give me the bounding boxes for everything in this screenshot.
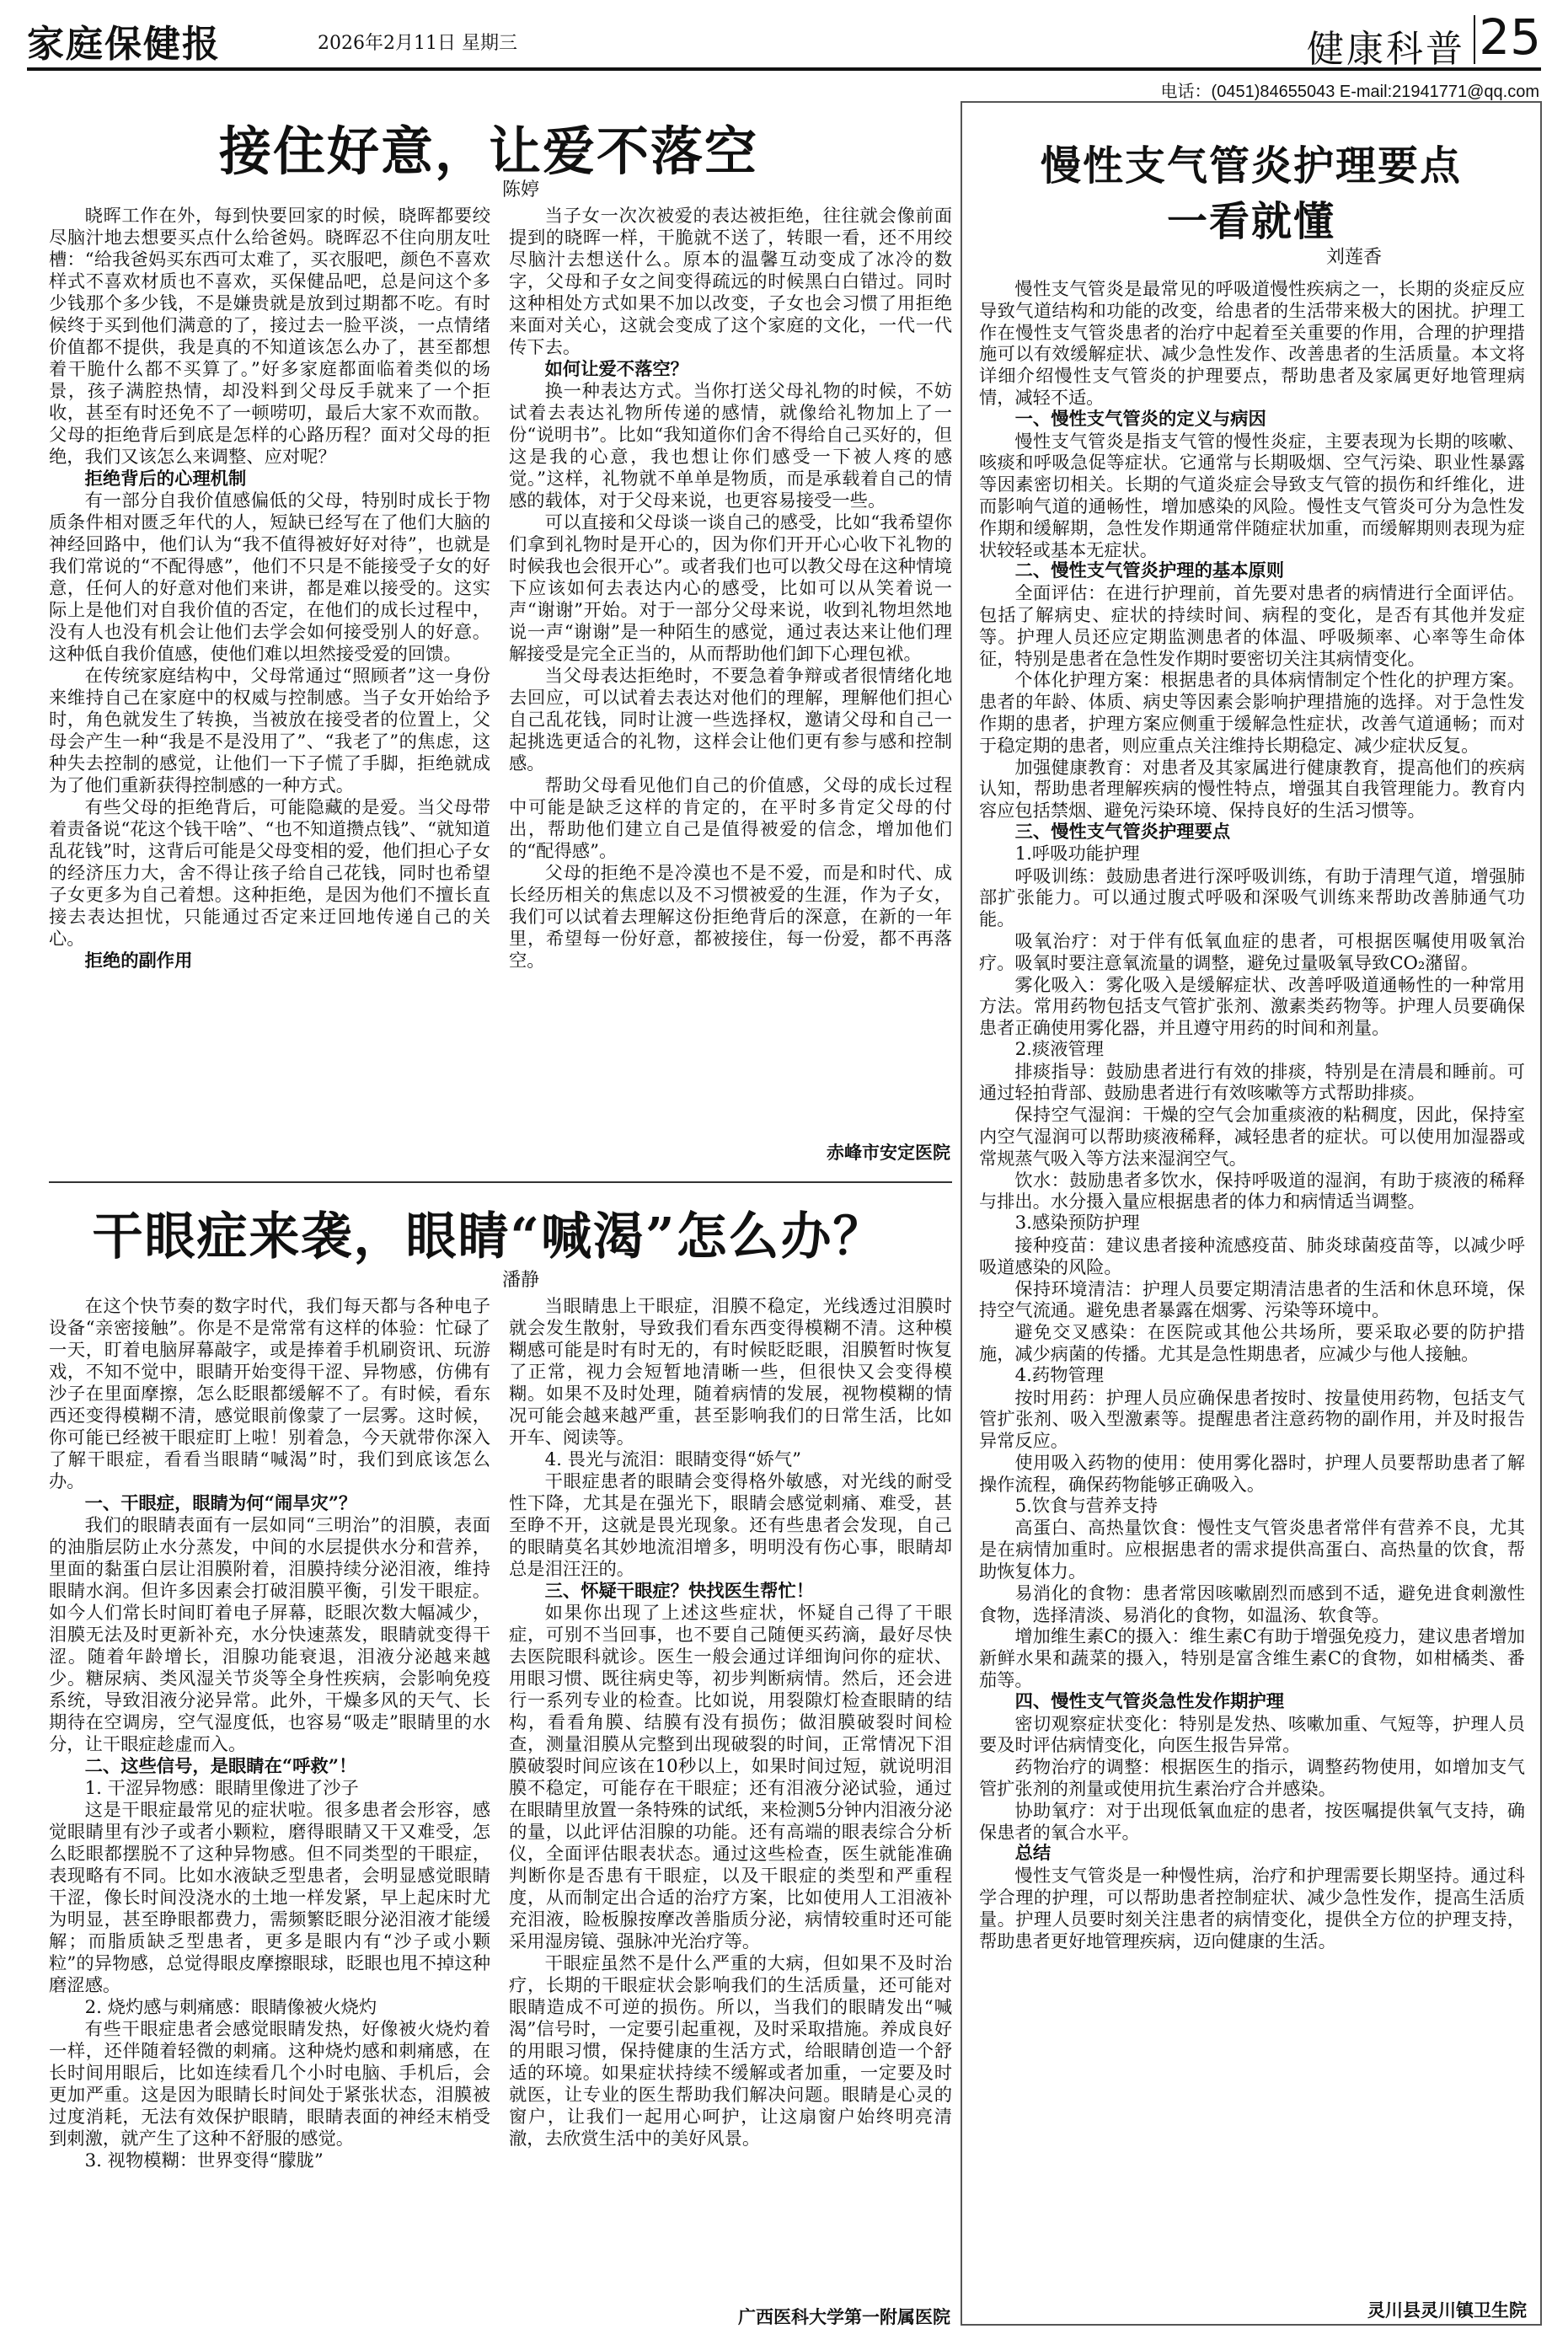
paragraph: 慢性支气管炎是最常见的呼吸道慢性疾病之一，长期的炎症反应导致气道结构和功能的改变，给患者的生活带来极大的困扰。护理工作在慢性支气管炎患者的治疗中起着至关重要的作用，合理的护理措施可以有效缓解症状、减少急性发作、改善患者的生活质量。本文将详细介绍慢性支气管炎的护理要点，帮助患者及家属更好地管理病情，减轻不适。 [979, 278, 1525, 408]
article-1-column-2 [509, 206, 952, 1126]
paragraph: 加强健康教育：对患者及其家属进行健康教育，提高他们的疾病认知，帮助患者理解疾病的慢性特点，增强其自我管理能力。教育内容应包括禁烟、避免污染环境、保持良好的生活习惯等。 [979, 756, 1525, 822]
paragraph: 在这个快节奏的数字时代，我们每天都与各种电子设备“亲密接触”。你是不是常常有这样的体验：忙碌了一天，盯着电脑屏幕敲字，或是捧着手机刷资讯、玩游戏，不知不觉中，眼睛开始变得干涩、异物感，仿佛有沙子在里面摩擦，怎么眨眼都缓解不了。有时候，看东西还变得模糊不清，感觉眼前像蒙了一层雾。这时候，你可能已经被干眼症盯上啦！别着急，今天就带你深入了解干眼症，看看当眼睛“喊渴”时，我们到底该怎么办。 [49, 1296, 490, 1492]
article-1-source: 赤峰市安定医院 [827, 1142, 950, 1163]
paragraph: 干眼症患者的眼睛会变得格外敏感，对光线的耐受性下降，尤其是在强光下，眼睛会感觉刺痛、难受，甚至睁不开，这就是畏光现象。还有些患者会发现，自己的眼睛莫名其妙地流泪增多，明明没有伤心事，眼睛却总是泪汪汪的。 [509, 1471, 952, 1580]
minor-heading: 1. 干涩异物感：眼睛里像进了沙子 [84, 1778, 359, 1799]
subheading: 四、慢性支气管炎急性发作期护理 [1014, 1690, 1285, 1712]
paragraph: 吸氧治疗：对于伴有低氧血症的患者，可根据医嘱使用吸氧治疗。吸氧时要注意氧流量的调整，避免过量吸氧导致CO₂潴留。 [979, 929, 1525, 973]
paragraph: 干眼症虽然不是什么严重的大病，但如果不及时治疗，长期的干眼症状会影响我们的生活质量，还可能对眼睛造成不可逆的损伤。所以，当我们的眼睛发出“喊渴”信号时，一定要引起重视，及时采取措施。养成良好的用眼习惯，保持健康的生活方式，给眼睛创造一个舒适的环境。如果症状持续不缓解或者加重，一定要及时就医，让专业的医生帮助我们解决问题。眼睛是心灵的窗户，让我们一起用心呵护，让这扇窗户始终明亮清澈，去欣赏生活中的美好风景。 [509, 1953, 952, 2150]
subheading: 拒绝的副作用 [84, 950, 193, 972]
article-2-author: 潘静 [501, 1270, 539, 1291]
paragraph: 帮助父母看见他们自己的价值感，父母的成长过程中可能是缺乏这样的肯定的，在平时多肯定父母的付出，帮助他们建立自己是值得被爱的信念，增加他们的“配得感”。 [509, 775, 952, 862]
paragraph: 在传统家庭结构中，父母常通过“照顾者”这一身份来维持自己在家庭中的权威与控制感。当子女开始给予时，角色就发生了转换，当被放在接受者的位置上，父母会产生一种“我是不是没用了”、“我老了”的焦虑，这种失去控制的感觉，让他们一下子慌了手脚，拒绝就成为了他们重新获得控制感的一种方式。 [49, 666, 490, 796]
paragraph: 慢性支气管炎是一种慢性病，治疗和护理需要长期坚持。通过科学合理的护理，可以帮助患者控制症状、减少急性发作，提高生活质量。护理人员要时刻关注患者的病情变化，提供全方位的护理支持，帮助患者更好地管理疾病，迈向健康的生活。 [979, 1865, 1525, 1951]
minor-heading: 5.饮食与营养支持 [1014, 1495, 1158, 1517]
article-2-column-1 [49, 1296, 490, 2324]
article-3-title-line-2: 一看就懂 [1166, 198, 1335, 245]
subheading: 如何让爱不落空？ [544, 359, 688, 380]
subheading: 二、这些信号，是眼睛在“呼救”！ [84, 1756, 357, 1777]
paragraph: 高蛋白、高热量饮食：慢性支气管炎患者常伴有营养不良，尤其是在病情加重时。应根据患者的需求提供高蛋白、高热量的饮食，帮助恢复体力。 [979, 1517, 1525, 1582]
subheading: 二、慢性支气管炎护理的基本原则 [1014, 560, 1285, 582]
subheading: 一、慢性支气管炎的定义与病因 [1014, 408, 1266, 430]
subheading: 拒绝背后的心理机制 [84, 468, 247, 490]
contact-line: 电话：(0451)84655043 E-mail:21941771@qq.com [1160, 83, 1539, 101]
article-divider [49, 1181, 952, 1183]
paragraph: 协助氧疗：对于出现低氧血症的患者，按医嘱提供氧气支持，确保患者的氧合水平。 [979, 1799, 1525, 1843]
article-2-title: 干眼症来袭，眼睛“喊渴”怎么办？ [92, 1207, 886, 1266]
subheading: 总结 [1014, 1843, 1052, 1865]
section-name: 健康科普 [1307, 28, 1465, 71]
paragraph: 接种疫苗：建议患者接种流感疫苗、肺炎球菌疫苗等，以减少呼吸道感染的风险。 [979, 1234, 1525, 1277]
paragraph: 密切观察症状变化：特别是发热、咳嗽加重、气短等，护理人员要及时评估病情变化，向医生报告异常。 [979, 1712, 1525, 1756]
paragraph: 保持环境清洁：护理人员要定期清洁患者的生活和休息环境，保持空气流通。避免患者暴露在烟雾、污染等环境中。 [979, 1277, 1525, 1321]
subheading: 三、怀疑干眼症？快找医生帮忙！ [544, 1581, 815, 1602]
article-2-column-2 [509, 1296, 952, 2300]
paragraph: 可以直接和父母谈一谈自己的感受，比如“我希望你们拿到礼物时是开心的，因为你们开开心心收下礼物的时候我也会很开心”。或者我们也可以教父母在这种情境下应该如何去表达内心的感受，比如可以从笑着说一声“谢谢”开始。对于一部分父母来说，收到礼物坦然地说一声“谢谢”是一种陌生的感觉，通过表达来让他们理解接受是完全正当的，从而帮助他们卸下心理包袱。 [509, 512, 952, 665]
paragraph: 慢性支气管炎是指支气管的慢性炎症，主要表现为长期的咳嗽、咳痰和呼吸急促等症状。它通常与长期吸烟、空气污染、职业性暴露等因素密切相关。长期的气道炎症会导致支气管的损伤和纤维化，进而影响气道的通畅性，增加感染的风险。慢性支气管炎可分为急性发作期和缓解期，急性发作期通常伴随症状加重，而缓解期则表现为症状较轻或基本无症状。 [979, 430, 1525, 560]
paragraph: 按时用药：护理人员应确保患者按时、按量使用药物，包括支气管扩张剂、吸入型激素等。提醒患者注意药物的副作用，并及时报告异常反应。 [979, 1386, 1525, 1452]
paragraph: 这是干眼症最常见的症状啦。很多患者会形容，感觉眼睛里有沙子或者小颗粒，磨得眼睛又干又难受，怎么眨眼都摆脱不了这种异物感。但不同类型的干眼症，表现略有不同。比如水液缺乏型患者，会明显感觉眼睛干涩，像长时间没浇水的土地一样发紧，早上起床时尤为明显，甚至睁眼都费力，需频繁眨眼分泌泪液才能缓解；而脂质缺乏型患者，更多是眼内有“沙子或小颗粒”的异物感，总觉得眼皮摩擦眼球，眨眼也甩不掉这种磨涩感。 [49, 1800, 490, 1996]
article-3-source: 灵川县灵川镇卫生院 [1367, 2299, 1527, 2321]
paragraph: 雾化吸入：雾化吸入是缓解症状、改善呼吸道通畅性的一种常用方法。常用药物包括支气管扩张剂、激素类药物等。护理人员要确保患者正确使用雾化器，并且遵守用药的时间和剂量。 [979, 973, 1525, 1039]
article-1-author: 陈婷 [501, 179, 539, 201]
minor-heading: 4. 畏光与流泪：眼睛变得“娇气” [544, 1449, 802, 1470]
paragraph: 易消化的食物：患者常因咳嗽剧烈而感到不适，避免进食刺激性食物，选择清淡、易消化的食物，如温汤、软食等。 [979, 1582, 1525, 1625]
masthead-divider [1474, 15, 1475, 64]
paragraph: 个体化护理方案：根据患者的具体病情制定个性化的护理方案。患者的年龄、体质、病史等因素会影响护理措施的选择。对于急性发作期的患者，护理方案应侧重于缓解急性症状，改善气道通畅；而对于稳定期的患者，则应重点关注维持长期稳定、减少症状反复。 [979, 669, 1525, 756]
paragraph: 有些干眼症患者会感觉眼睛发热，好像被火烧灼着一样，还伴随着轻微的刺痛。这种烧灼感和刺痛感，在长时间用眼后，比如连续看几个小时电脑、手机后，会更加严重。这是因为眼睛长时间处于紧张状态，泪膜被过度消耗，无法有效保护眼睛，眼睛表面的神经末梢受到刺激，就产生了这种不舒服的感觉。 [49, 2019, 490, 2150]
paragraph: 我们的眼睛表面有一层如同“三明治”的泪膜，表面的油脂层防止水分蒸发，中间的水层提供水分和营养，里面的黏蛋白层让泪膜附着，泪膜持续分泌泪液，维持眼睛水润。但许多因素会打破泪膜平衡，引发干眼症。如今人们常长时间盯着电子屏幕，眨眼次数大幅减少，泪膜无法及时更新补充，水分快速蒸发，眼睛就变得干涩。随着年龄增长，泪腺功能衰退，泪液分泌越来越少。糖尿病、类风湿关节炎等全身性疾病，会影响免疫系统，导致泪液分泌异常。此外，干燥多风的天气、长期待在空调房，空气湿度低，也容易“吸走”眼睛里的水分，让干眼症趁虚而入。 [49, 1515, 490, 1755]
article-1-column-1 [49, 206, 490, 1173]
paragraph: 药物治疗的调整：根据医生的指示，调整药物使用，如增加支气管扩张剂的剂量或使用抗生素治疗合并感染。 [979, 1756, 1525, 1799]
paragraph: 换一种表达方式。当你打送父母礼物的时候，不妨试着去表达礼物所传递的感情，就像给礼物加上了一份“说明书”。比如“我知道你们舍不得给自己买好的，但这是我的心意，我也想让你们感受一下被人疼的感觉。”这样，礼物就不单单是物质，而是承载着自己的情感的载体，对于父母来说，也更容易接受一些。 [509, 381, 952, 511]
article-3-author: 刘莲香 [1325, 247, 1382, 268]
minor-heading: 2.痰液管理 [1014, 1038, 1105, 1060]
paragraph: 保持空气湿润：干燥的空气会加重痰液的粘稠度，因此，保持室内空气湿润可以帮助痰液稀释，减轻患者的症状。可以使用加湿器或常规蒸气吸入等方法来湿润空气。 [979, 1104, 1525, 1169]
paragraph: 当父母表达拒绝时，不要急着争辩或者很情绪化地去回应，可以试着去表达对他们的理解，理解他们担心自己乱花钱，同时让渡一些选择权，邀请父母和自己一起挑选更适合的礼物，这样会让他们更有参与感和控制感。 [509, 666, 952, 774]
paragraph: 使用吸入药物的使用：使用雾化器时，护理人员要帮助患者了解操作流程，确保药物能够正确吸入。 [979, 1452, 1525, 1495]
paragraph: 避免交叉感染：在医院或其他公共场所，要采取必要的防护措施，减少病菌的传播。尤其是急性期患者，应减少与他人接触。 [979, 1321, 1525, 1365]
article-2-source: 广西医科大学第一附属医院 [738, 2306, 950, 2327]
minor-heading: 2. 烧灼感与刺痛感：眼睛像被火烧灼 [84, 1997, 377, 2018]
paragraph: 当眼睛患上干眼症，泪膜不稳定，光线透过泪膜时就会发生散射，导致我们看东西变得模糊不清。这种模糊感可能是时有时无的，有时候眨眨眼，泪膜暂时恢复了正常，视力会短暂地清晰一些，但很快又会变得模糊。如果不及时处理，随着病情的发展，视物模糊的情况可能会越来越严重，甚至影响我们的日常生活，比如开车、阅读等。 [509, 1296, 952, 1448]
paragraph: 全面评估：在进行护理前，首先要对患者的病情进行全面评估。包括了解病史、症状的持续时间、病程的变化，是否有其他并发症等。护理人员还应定期监测患者的体温、呼吸频率、心率等生命体征，特别是患者在急性发作期时要密切关注其病情变化。 [979, 582, 1525, 669]
paragraph: 父母的拒绝不是冷漠也不是不爱，而是和时代、成长经历相关的焦虑以及不习惯被爱的生涯，作为子女，我们可以试着去理解这份拒绝背后的深意，在新的一年里，希望每一份好意，都被接住，每一份爱，都不再落空。 [509, 863, 952, 972]
minor-heading: 3. 视物模糊：世界变得“朦胧” [84, 2150, 324, 2171]
paragraph: 晓晖工作在外，每到快要回家的时候，晓晖都要绞尽脑汁地去想要买点什么给爸妈。晓晖忍不住向朋友吐槽：“给我爸妈买东西可太难了，买衣服吧，颜色不喜欢样式不喜欢材质也不喜欢，买保健品吧，总是问这个多少钱那个多少钱，不是嫌贵就是放到过期都不吃。有时候终于买到他们满意的了，接过去一脸平淡，一点情绪价值都不提供，我是真的不知道该怎么办了，甚至都想着干脆什么都不买算了。”好多家庭都面临着类似的场景，孩子满腔热情，却没料到父母反手就来了一个拒收，甚至有时还免不了一顿唠叨，最后大家不欢而散。父母的拒绝背后到底是怎样的心路历程？面对父母的拒绝，我们又该怎么来调整、应对呢？ [49, 206, 490, 468]
minor-heading: 3.感染预防护理 [1014, 1213, 1140, 1234]
paragraph: 如果你出现了上述这些症状，怀疑自己得了干眼症，可别不当回事，也不要自己随便买药滴，最好尽快去医院眼科就诊。医生一般会通过详细询问你的症状、用眼习惯、既往病史等，初步判断病情。然后，还会进行一系列专业的检查。比如说，用裂隙灯检查眼睛的结构，看看角膜、结膜有没有损伤；做泪膜破裂时间检查，测量泪膜从完整到出现破裂的时间，正常情况下泪膜破裂时间应该在10秒以上，如果时间过短，就说明泪膜不稳定，可能存在干眼症；还有泪液分泌试验，通过在眼睛里放置一条特殊的试纸，来检测5分钟内泪液分泌的量，以此评估泪腺的功能。还有高端的眼表综合分析仪，全面评估眼表状态。通过这些检查，医生就能准确判断你是否患有干眼症，以及干眼症的类型和严重程度，从而制定出合适的治疗方案，比如使用人工泪液补充泪液，睑板腺按摩改善脂质分泌，病情较重时还可能采用湿房镜、强脉冲光治疗等。 [509, 1603, 952, 1952]
article-3-body [979, 278, 1525, 2292]
paragraph: 排痰指导：鼓励患者进行有效的排痰，特别是在清晨和睡前。可通过轻拍背部、鼓励患者进行有效咳嗽等方式帮助排痰。 [979, 1060, 1525, 1104]
page-number: 25 [1479, 8, 1541, 66]
subheading: 一、干眼症，眼睛为何“闹旱灾”？ [84, 1493, 357, 1514]
paragraph: 有一部分自我价值感偏低的父母，特别时成长于物质条件相对匮乏年代的人，短缺已经写在了他们大脑的神经回路中，他们认为“我不值得被好好对待”，也就是我们常说的“不配得感”，他们不只是不能接受子女的好意，任何人的好意对他们来讲，都是难以接受的。这实际上是他们对自我价值的否定，在他们的成长过程中，没有人也没有机会让他们去学会如何接受别人的好意。这种低自我价值感，使他们难以坦然接受爱的回馈。 [49, 490, 490, 665]
subheading: 三、慢性支气管炎护理要点 [1014, 821, 1231, 843]
minor-heading: 4.药物管理 [1014, 1364, 1105, 1386]
paragraph: 当子女一次次被爱的表达被拒绝，往往就会像前面提到的晓晖一样，干脆就不送了，转眼一看，还不用绞尽脑汁去想送什么。原本的温馨互动变成了冰冷的数字，父母和子女之间变得疏远的时候黑白白错过。同时这种相处方式如果不加以改变，子女也会习惯了用拒绝来面对关心，这就会变成了这个家庭的文化，一代一代传下去。 [509, 206, 952, 358]
paragraph: 饮水：鼓励患者多饮水，保持呼吸道的湿润，有助于痰液的稀释与排出。水分摄入量应根据患者的体力和病情适当调整。 [979, 1169, 1525, 1213]
article-3-title-line-1: 慢性支气管炎护理要点 [1040, 142, 1462, 190]
paragraph: 呼吸训练：鼓励患者进行深呼吸训练，有助于清理气道，增强肺部扩张能力。可以通过腹式呼吸和深吸气训练来帮助改善肺通气功能。 [979, 865, 1525, 930]
newspaper-name: 家庭保健报 [27, 23, 221, 66]
issue-date: 2026年2月11日 星期三 [318, 33, 517, 54]
paragraph: 有些父母的拒绝背后，可能隐藏的是爱。当父母带着责备说“花这个钱干啥”、“也不知道攒点钱”、“就知道乱花钱”时，这背后可能是父母变相的爱，他们担心子女的经济压力大，舍不得让孩子给自己花钱，同时也希望子女更多为自己着想。这种拒绝，是因为他们不擅长直接去表达担忧，只能通过否定来迂回地传递自己的关心。 [49, 797, 490, 950]
masthead [27, 8, 1541, 71]
paragraph: 增加维生素C的摄入：维生素C有助于增强免疫力，建议患者增加新鲜水果和蔬菜的摄入，特别是富含维生素C的食物，如柑橘类、番茄等。 [979, 1625, 1525, 1690]
minor-heading: 1.呼吸功能护理 [1014, 843, 1140, 865]
article-1-title: 接住好意，让爱不落空 [218, 120, 758, 182]
